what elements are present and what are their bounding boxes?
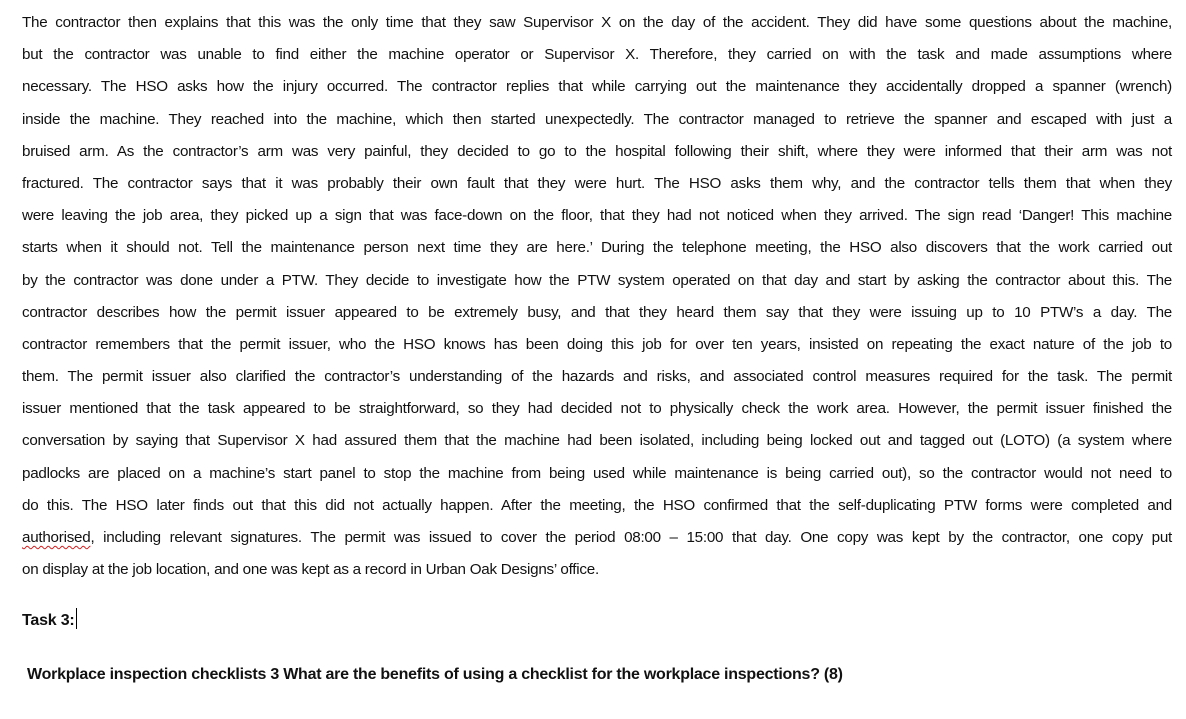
paragraph-line-6: fractured. The contractor says that it was probably their own fault that they were hurt. The HSO asks them why, and the contractor tells them that when they xyxy=(22,174,1172,192)
paragraph-line-16: do this. The HSO later finds out that this did not actually happen. After the meeting, the HSO confirmed that the self-duplicating PTW forms were completed and xyxy=(22,496,1172,514)
misspelled-word[interactable]: authorised xyxy=(22,529,91,546)
paragraph-line-7: were leaving the job area, they picked up a sign that was face-down on the floor, that they had not noticed when they arrived. The sign read ‘Danger! This machine xyxy=(22,207,1172,225)
paragraph-line-2: but the contractor was unable to find either the machine operator or Supervisor X. Therefore, they carried on with the task and made assumptions where xyxy=(22,46,1172,64)
paragraph-line-4: inside the machine. They reached into the machine, which then started unexpectedly. The contractor managed to retrieve the spanner and escaped with just a xyxy=(22,110,1172,128)
task-heading[interactable] xyxy=(22,608,77,633)
paragraph-line-1: The contractor then explains that this was the only time that they saw Supervisor X on the day of the accident. They did have some questions about the machine, xyxy=(22,14,1172,31)
paragraph-line-11: contractor remembers that the permit issuer, who the HSO knows has been doing this job for over ten years, insisted on repeating the exact nature of the job to xyxy=(22,335,1172,353)
paragraph-line-3: necessary. The HSO asks how the injury occurred. The contractor replies that while carrying out the maintenance they accidentally dropped a spanner (wrench) xyxy=(22,78,1172,96)
paragraph-line-14: conversation by saying that Supervisor X had assured them that the machine had been isolated, including being locked out and tagged out (LOTO) (a system where xyxy=(22,432,1172,450)
paragraph-line-9: by the contractor was done under a PTW. They decide to investigate how the PTW system operated on that day and start by asking the contractor about this. The xyxy=(22,271,1172,289)
paragraph-line-10: contractor describes how the permit issuer appeared to be extremely busy, and that they heard them say that they were issuing up to 10 PTW’s a day. The xyxy=(22,303,1172,321)
paragraph-line-13: issuer mentioned that the task appeared to be straightforward, so they had decided not to physically check the work area. However, the permit issuer finished the xyxy=(22,400,1172,418)
question-text: Workplace inspection checklists 3 What are the benefits of using a checklist for the workplace inspections? (8) xyxy=(27,666,843,683)
task-heading-text: Task 3: xyxy=(22,612,75,629)
paragraph-line-8: starts when it should not. Tell the maintenance person next time they are here.’ During the telephone meeting, the HSO also discovers that the work carried out xyxy=(22,239,1172,257)
paragraph-line-15: padlocks are placed on a machine’s start panel to stop the machine from being used while maintenance is being carried out), so the contractor would not need to xyxy=(22,464,1172,482)
case-study-paragraph[interactable] xyxy=(22,7,1172,586)
paragraph-line-18: on display at the job location, and one was kept as a record in Urban Oak Designs’ office. xyxy=(22,561,599,579)
paragraph-line-17 xyxy=(22,522,1172,554)
text-cursor xyxy=(76,608,77,629)
paragraph-line-5: bruised arm. As the contractor’s arm was very painful, they decided to go to the hospital following their shift, where they were informed that their arm was not xyxy=(22,142,1172,160)
paragraph-line-17-rest: , including relevant signatures. The permit was issued to cover the period 08:00 – 15:00 that day. One copy was kept by the contractor, one copy put xyxy=(90,529,1173,546)
paragraph-line-12: them. The permit issuer also clarified the contractor’s understanding of the hazards and risks, and associated control measures required for the task. The permit xyxy=(22,368,1172,386)
